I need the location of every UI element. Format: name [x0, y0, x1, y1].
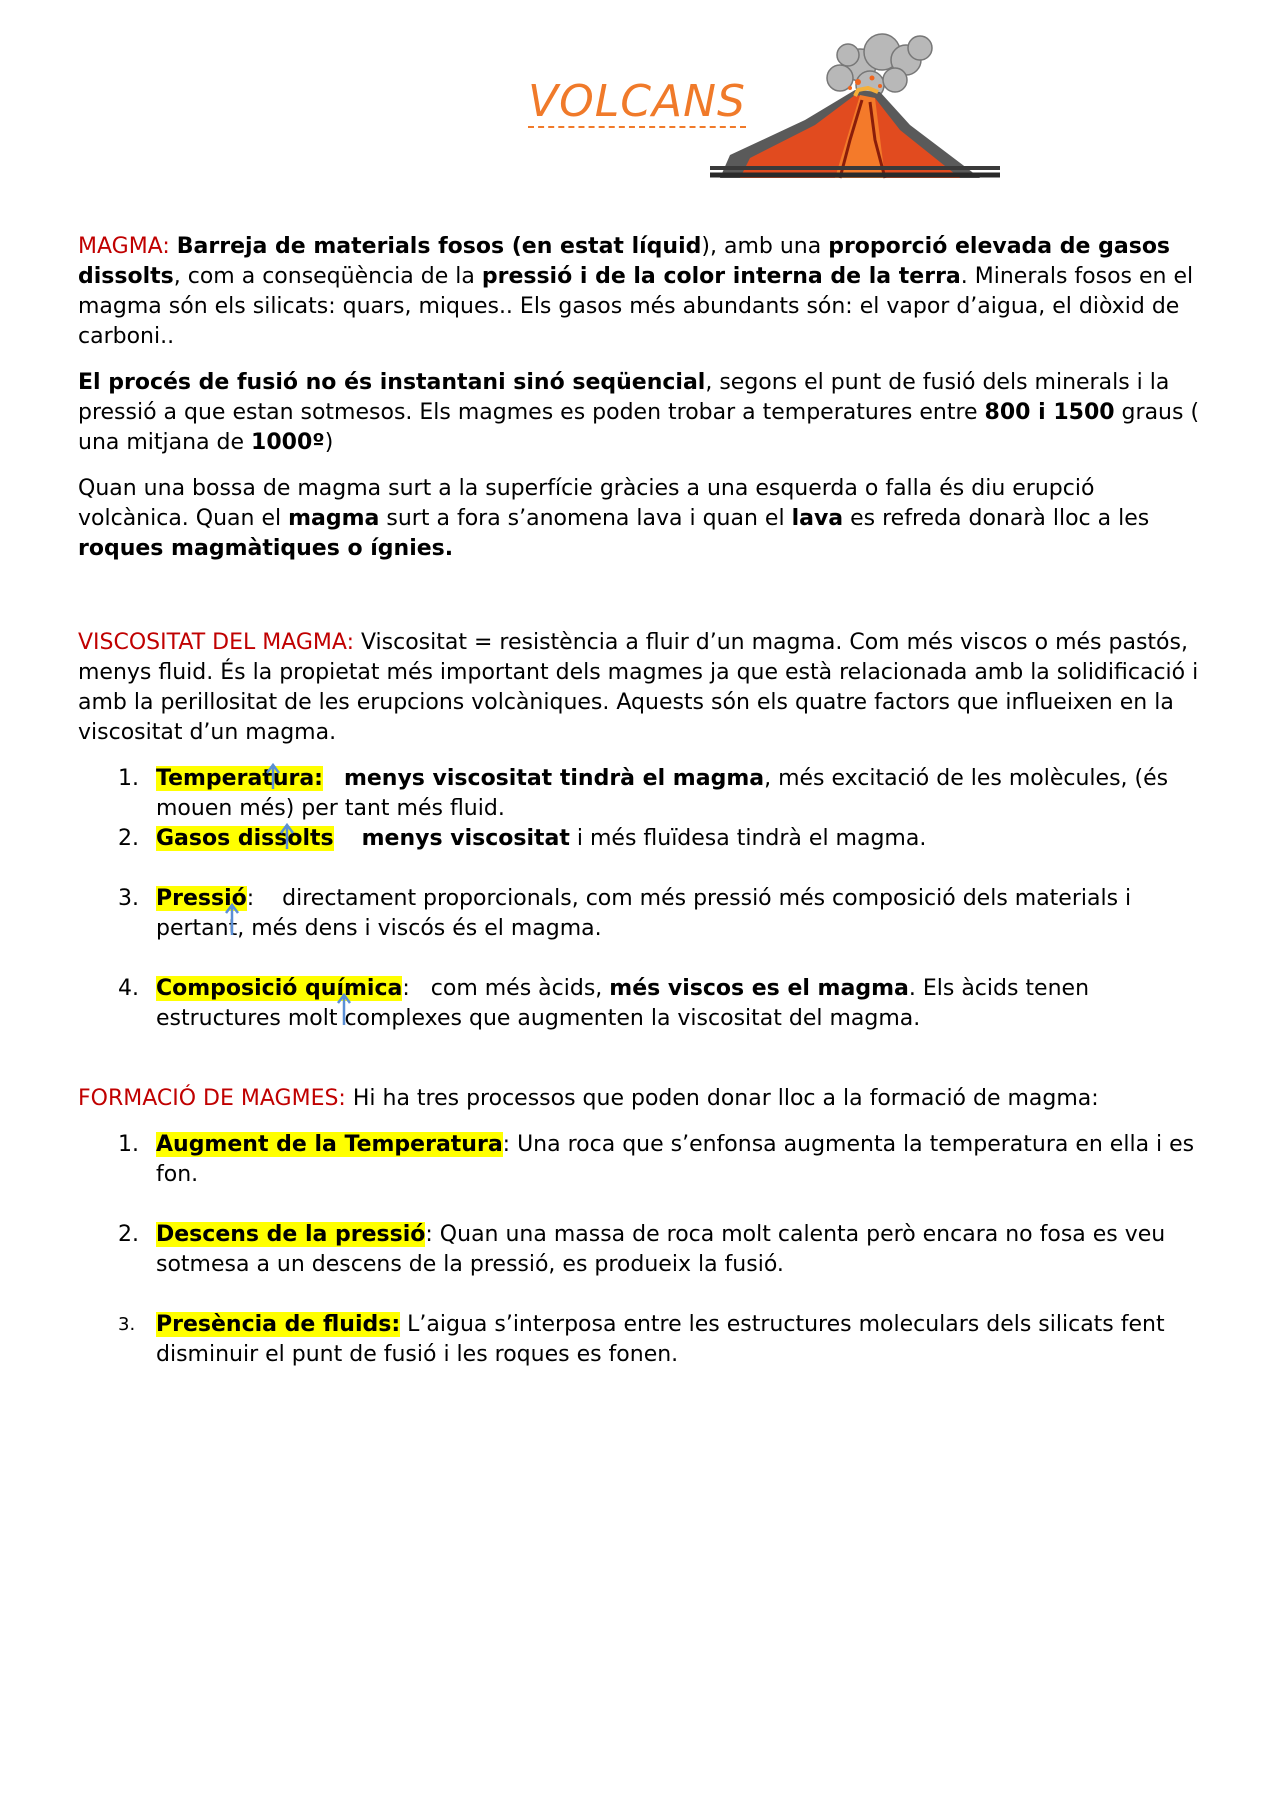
list-item: [78, 1130, 1208, 1190]
list-number: 2.: [118, 826, 139, 851]
list-item: [78, 1310, 1208, 1370]
header: [450, 30, 1010, 180]
magma-paragraph-1: [78, 232, 1208, 352]
highlight-term: Presència de fluids:: [156, 1312, 401, 1337]
text: Pressi: [156, 886, 232, 911]
text: : Una roca que s’enfonsa augmenta la temperatura en ella i es fon.: [156, 1132, 1195, 1187]
text: ura:: [272, 766, 323, 791]
bold-text: Barreja de materials fosos (en estat líquid: [176, 234, 702, 259]
bold-text: menys viscositat tindrà el magma: [343, 766, 765, 791]
section-label-magma: MAGMA:: [78, 234, 170, 259]
bold-text: pressió i de la color interna de la terra: [481, 264, 961, 289]
magma-paragraph-2-block: [78, 368, 1208, 458]
viscositat-list: [78, 764, 1208, 1034]
text: Gasos diss: [156, 826, 288, 851]
text: , segons el punt de fusió dels minerals i la pressió a que estan sotmesos. Els magmes es poden trobar a temperatures entre: [78, 370, 1170, 425]
list-item: [78, 884, 1208, 944]
text: directament proporcionals, com més pressió més composició dels materials i pertant, més dens i viscós és el magma.: [156, 886, 1132, 941]
text: ): [324, 430, 334, 455]
text: mica: [344, 976, 403, 1001]
list-number: 1.: [118, 766, 139, 791]
bold-text: 1000º: [251, 430, 325, 455]
text: i més fluïdesa tindrà el magma.: [569, 826, 927, 851]
bold-text: 800 i 1500: [984, 400, 1115, 425]
list-number: 3.: [118, 1314, 136, 1335]
bold-text: més viscos es el magma: [609, 976, 909, 1001]
text: Temperat: [156, 766, 273, 791]
highlight-term: [156, 976, 402, 1001]
text: , com a conseqüència de la: [173, 264, 482, 289]
bold-text: El procés de fusió no és instantani sinó seqüencial: [78, 370, 706, 395]
page-title: VOLCANS: [528, 76, 746, 127]
text: ó: [231, 886, 247, 911]
text: Composició quí: [156, 976, 344, 1001]
text: , més excitació de les molècules, (és mouen més) per tant més fluid.: [156, 766, 1169, 821]
volcano-illustration: [710, 30, 1000, 180]
text: graus ( una mitjana de: [78, 400, 1200, 455]
viscositat-section: [78, 628, 1208, 748]
section-label-viscositat: VISCOSITAT DEL MAGMA:: [78, 630, 354, 655]
text: Hi ha tres processos que poden donar lloc a la formació de magma:: [345, 1086, 1099, 1111]
text: . Els àcids tenen estructures molt complexes que augmenten la viscositat del magma.: [156, 976, 1090, 1031]
highlight-term: [156, 766, 323, 791]
text: . Minerals fosos en el magma són els silicats: quars, miques.. Els gasos més abundants són: el vapor d’aigua, el diòxid de carboni..: [78, 264, 1194, 349]
list-item: [78, 824, 1208, 854]
bold-text: lava: [791, 506, 844, 531]
text: :: [402, 976, 410, 1001]
text: L’aigua s’interposa entre les estructures moleculars dels silicats fent disminuir el punt de fusió i les roques es fonen.: [156, 1312, 1165, 1367]
text: es refreda donarà lloc a les: [843, 506, 1150, 531]
text: surt a fora s’anomena lava i quan el: [379, 506, 792, 531]
highlight-term: Descens de la pressió: [156, 1222, 426, 1247]
formacio-section: [78, 1084, 1208, 1114]
magma-paragraph-2: [78, 368, 1208, 458]
magma-section: [78, 232, 1208, 352]
bold-text: roques magmàtiques o ígnies.: [78, 536, 454, 561]
list-number: 4.: [118, 976, 139, 1001]
list-number: 3.: [118, 886, 139, 911]
list-item: [78, 1220, 1208, 1280]
magma-paragraph-3: [78, 474, 1208, 564]
magma-paragraph-3-block: [78, 474, 1208, 564]
list-number: 1.: [118, 1132, 139, 1157]
text: :: [246, 886, 255, 911]
viscositat-intro: [78, 628, 1208, 748]
bold-text: menys viscositat: [361, 826, 570, 851]
bold-text: proporció elevada de gasos dissolts: [78, 234, 1171, 289]
text: Viscositat = resistència a fluir d’un magma. Com més viscos o més pastós, menys fluid. És la propietat més important dels magmes ja que està relacionada amb la solidificació i amb la perillositat de les erupcions volcàniques. Aquests són els quatre factors que influeixen en la viscositat d’un magma.: [78, 630, 1199, 745]
text: com més àcids,: [430, 976, 610, 1001]
highlight-term: [156, 826, 334, 851]
section-label-formacio: FORMACIÓ DE MAGMES:: [78, 1086, 346, 1111]
text: olts: [287, 826, 334, 851]
list-item: [78, 764, 1208, 824]
list-item: [78, 974, 1208, 1034]
bold-text: magma: [288, 506, 380, 531]
formacio-intro: [78, 1084, 1208, 1114]
text: : Quan una massa de roca molt calenta però encara no fosa es veu sotmesa a un descens de la pressió, es produeix la fusió.: [156, 1222, 1166, 1277]
list-number: 2.: [118, 1222, 139, 1247]
highlight-term: [156, 886, 247, 911]
highlight-term: Augment de la Temperatura: [156, 1132, 503, 1157]
formacio-list: [78, 1130, 1208, 1370]
text: ), amb una: [701, 234, 829, 259]
text: Quan una bossa de magma surt a la superfície gràcies a una esquerda o falla és diu erupció volcànica. Quan el: [78, 476, 1095, 531]
